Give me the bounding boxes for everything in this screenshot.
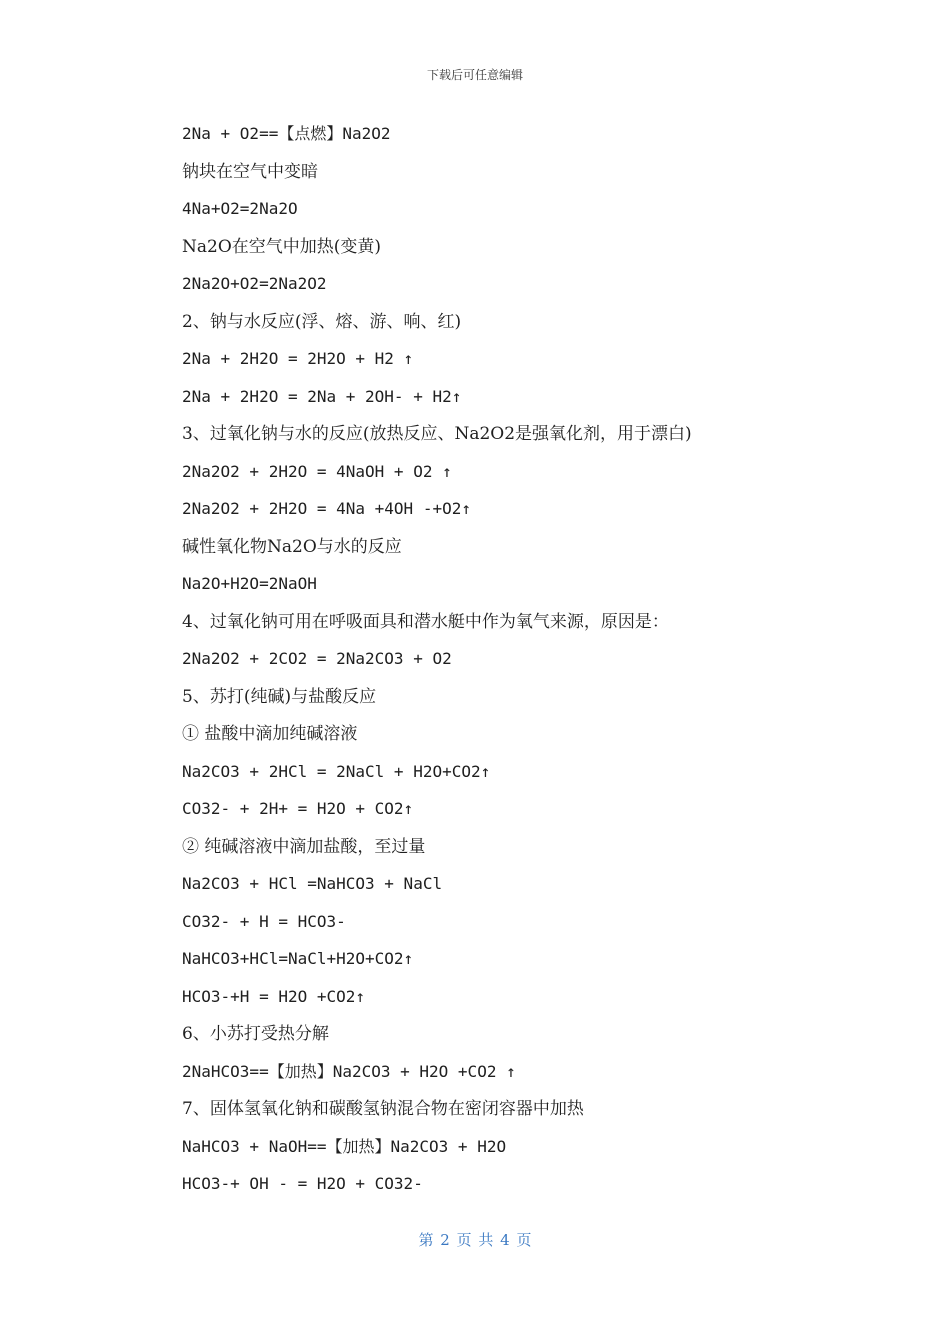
equation-line: 2Na + 2H2O = 2Na + 2OH- + H2↑	[182, 386, 462, 406]
equation-line: 2Na + O2==【点燃】Na2O2	[182, 124, 391, 143]
equation-line: 2Na2O2 + 2H2O = 4NaOH + O2 ↑	[182, 461, 452, 481]
equation-line: 2Na2O+O2=2Na2O2	[182, 274, 327, 293]
section-heading: 7、固体氢氧化钠和碳酸氢钠混合物在密闭容器中加热	[182, 1099, 584, 1119]
text-line: 钠块在空气中变暗	[182, 161, 318, 182]
equation-line: Na2CO3 + HCl =NaHCO3 + NaCl	[182, 874, 443, 893]
section-heading: 3、过氧化钠与水的反应(放热反应、Na2O2是强氧化剂，用于漂白)	[182, 424, 692, 444]
section-heading: 5、苏打(纯碱)与盐酸反应	[182, 686, 377, 707]
text-line: ① 盐酸中滴加纯碱溶液	[182, 724, 358, 744]
equation-line: 2Na + 2H2O = 2H2O + H2 ↑	[182, 349, 414, 368]
equation-line: NaHCO3+HCl=NaCl+H2O+CO2↑	[182, 949, 414, 968]
equation-line: CO32- + H = HCO3-	[182, 911, 346, 931]
text-line: 碱性氧化物Na2O与水的反应	[182, 536, 402, 557]
equation-line: NaHCO3 + NaOH==【加热】Na2CO3 + H2O	[182, 1136, 507, 1156]
equation-line: CO32- + 2H+ = H2O + CO2↑	[182, 799, 414, 818]
equation-line: HCO3-+H = H2O +CO2↑	[182, 986, 366, 1006]
equation-line: 2Na2O2 + 2CO2 = 2Na2CO3 + O2	[182, 649, 452, 668]
page-header: 下载后可任意编辑	[426, 68, 523, 82]
equation-line: Na2CO3 + 2HCl = 2NaCl + H2O+CO2↑	[182, 761, 491, 781]
text-line: ② 纯碱溶液中滴加盐酸，至过量	[182, 836, 426, 857]
equation-line: 4Na+O2=2Na2O	[182, 199, 298, 218]
equation-line: 2Na2O2 + 2H2O = 4Na +4OH -+O2↑	[182, 499, 471, 518]
text-line: Na2O在空气中加热(变黄)	[182, 236, 382, 257]
equation-line: HCO3-+ OH - = H2O + CO32-	[182, 1174, 423, 1193]
equation-line: Na2O+H2O=2NaOH	[182, 574, 317, 593]
section-heading: 2、钠与水反应(浮、熔、游、响、红)	[182, 311, 462, 332]
section-heading: 4、过氧化钠可用在呼吸面具和潜水艇中作为氧气来源，原因是：	[182, 611, 669, 632]
section-heading: 6、小苏打受热分解	[182, 1024, 329, 1044]
page-number-footer: 第 2 页 共 4 页	[418, 1231, 532, 1249]
equation-line: 2NaHCO3==【加热】Na2CO3 + H2O +CO2 ↑	[182, 1061, 516, 1081]
document-body	[182, 121, 822, 1209]
